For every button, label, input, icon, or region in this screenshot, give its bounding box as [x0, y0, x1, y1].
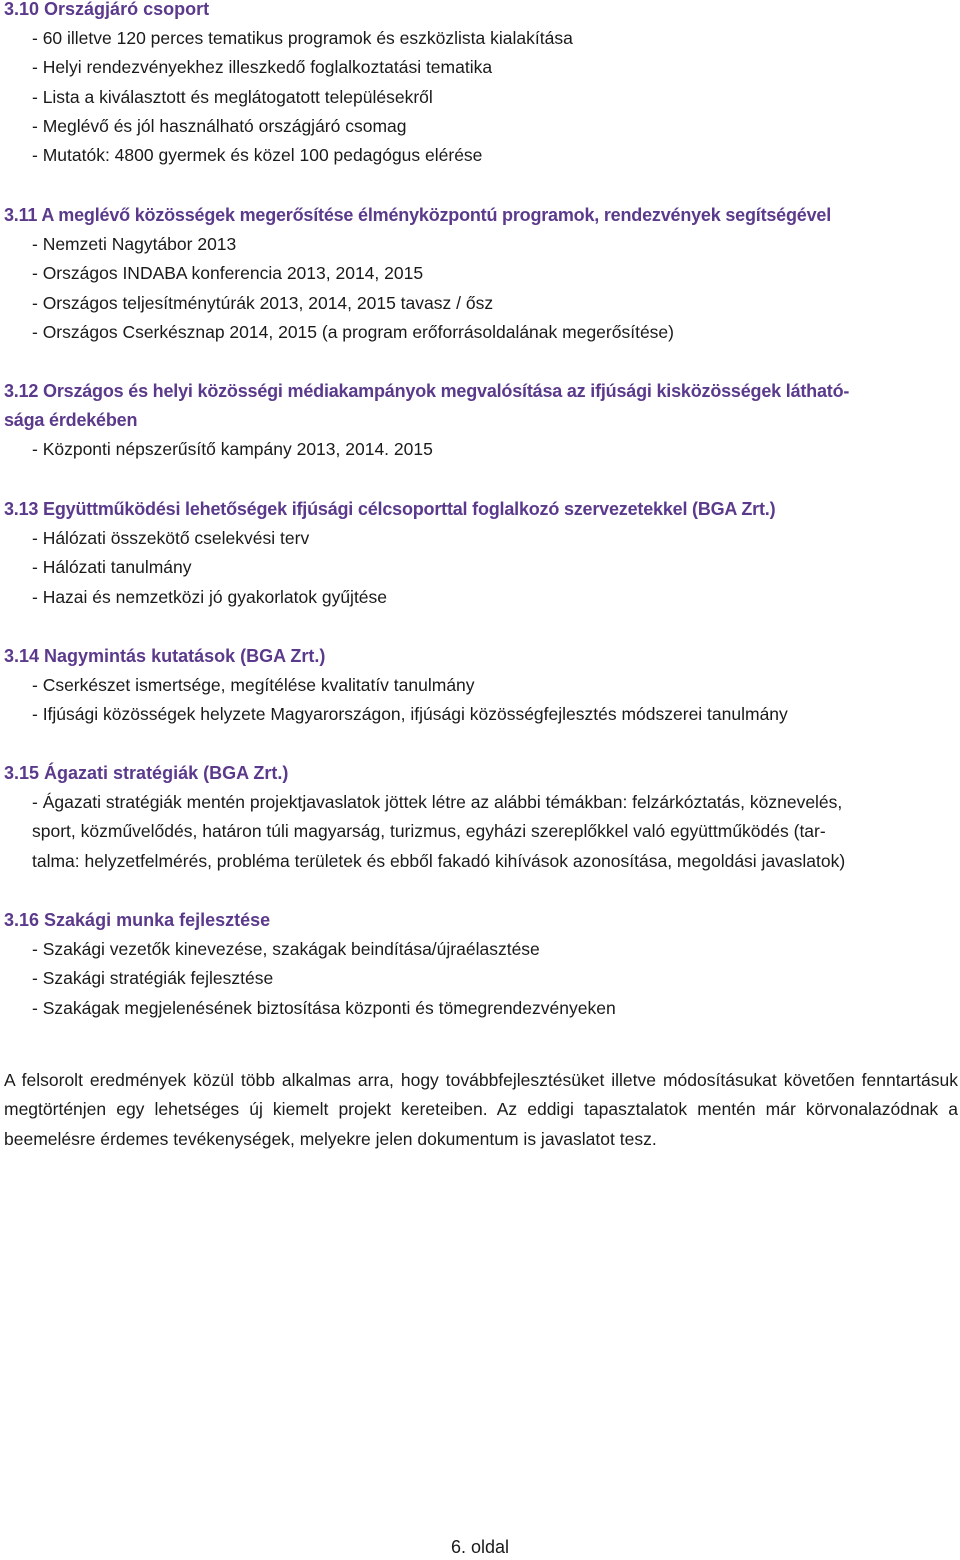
list-item: - Helyi rendezvényekhez illeszkedő foglalkoztatási tematika	[32, 57, 493, 78]
list-item: - Szakági vezetők kinevezése, szakágak beindítása/újraélasztése	[32, 939, 540, 959]
section-heading	[4, 377, 952, 435]
list-item: - Központi népszerűsítő kampány 2013, 2014. 2015	[32, 439, 433, 459]
list-item: - Szakágak megjelenésének biztosítása központi és tömegrendezvényeken	[32, 997, 616, 1018]
section-heading: 3.11 A meglévő közösségek megerősítése élményközpontú programok, rendezvények segítségével	[4, 205, 832, 225]
closing-paragraph: A felsorolt eredmények közül több alkalmas arra, hogy továbbfejlesztésüket illetve módosításukat követően fenntartásuk megtörténjen egy lehetséges új kiemelt projekt kereteiben. Az eddigi tapasztalatok mentén már körvonalazódnak a beemelésre érdemes tevékenységek, melyekre jelen dokumentum is javaslatot tesz.	[4, 1070, 958, 1149]
section-3-13	[4, 495, 952, 612]
section-3-10	[4, 0, 952, 170]
section-heading-line: 3.12 Országos és helyi közösségi médiakampányok megvalósítása az ifjúsági kisközösségek látható-	[4, 381, 850, 401]
section-heading: 3.15 Ágazati stratégiák (BGA Zrt.)	[4, 763, 289, 783]
paragraph-line: talma: helyzetfelmérés, probléma területek és ebből fakadó kihívások azonosítása, megoldási javaslatok)	[32, 850, 846, 871]
section-list	[4, 24, 952, 170]
section-heading: 3.10 Országjáró csoport	[4, 0, 210, 19]
section-heading: 3.16 Szakági munka fejlesztése	[4, 910, 271, 930]
section-3-12	[4, 377, 952, 464]
list-item: - Cserkészet ismertsége, megítélése kvalitatív tanulmány	[32, 675, 475, 695]
section-heading: 3.14 Nagymintás kutatások (BGA Zrt.)	[4, 646, 326, 666]
section-3-16	[4, 906, 952, 1023]
list-item: - Országos Cserkésznap 2014, 2015 (a program erőforrásoldalának megerősítése)	[32, 321, 674, 342]
list-item: - Országos teljesítménytúrák 2013, 2014, 2015 tavasz / ősz	[32, 292, 494, 313]
section-list	[4, 935, 952, 1023]
section-list	[4, 230, 952, 347]
list-item: - Országos INDABA konferencia 2013, 2014, 2015	[32, 263, 424, 284]
section-heading: 3.13 Együttműködési lehetőségek ifjúsági célcsoporttal foglalkozó szervezetekkel (BGA Zrt.)	[4, 499, 776, 519]
list-item: - Mutatók: 4800 gyermek és közel 100 pedagógus elérése	[32, 145, 483, 166]
list-item: - Meglévő és jól használható országjáró csomag	[32, 115, 407, 136]
section-list	[4, 435, 952, 464]
section-heading-line: sága érdekében	[4, 410, 138, 430]
page-number: 6. oldal	[450, 1537, 510, 1557]
paragraph-line: - Ágazati stratégiák mentén projektjavaslatok jöttek létre az alábbi témákban: felzárkóztatás, köznevelés,	[32, 792, 843, 812]
list-item: - Lista a kiválasztott és meglátogatott településekről	[32, 86, 433, 107]
paragraph-line: sport, közművelődés, határon túli magyarság, turizmus, egyházi szereplőkkel való együttműködés (tar-	[32, 821, 826, 842]
list-item: - Hálózati tanulmány	[32, 557, 192, 578]
list-item: - 60 illetve 120 perces tematikus programok és eszközlista kialakítása	[32, 28, 573, 48]
list-item: - Hazai és nemzetközi jó gyakorlatok gyűjtése	[32, 586, 388, 607]
section-list	[4, 524, 952, 612]
list-item: - Ifjúsági közösségek helyzete Magyarországon, ifjúsági közösségfejlesztés módszerei tanulmány	[32, 704, 788, 725]
section-3-14	[4, 642, 952, 730]
list-item: - Hálózati összekötő cselekvési terv	[32, 528, 310, 548]
section-list	[4, 671, 952, 730]
section-3-15	[4, 759, 952, 876]
section-3-11	[4, 201, 952, 347]
section-paragraph	[4, 788, 952, 876]
list-item: - Nemzeti Nagytábor 2013	[32, 234, 237, 254]
list-item: - Szakági stratégiák fejlesztése	[32, 968, 274, 989]
